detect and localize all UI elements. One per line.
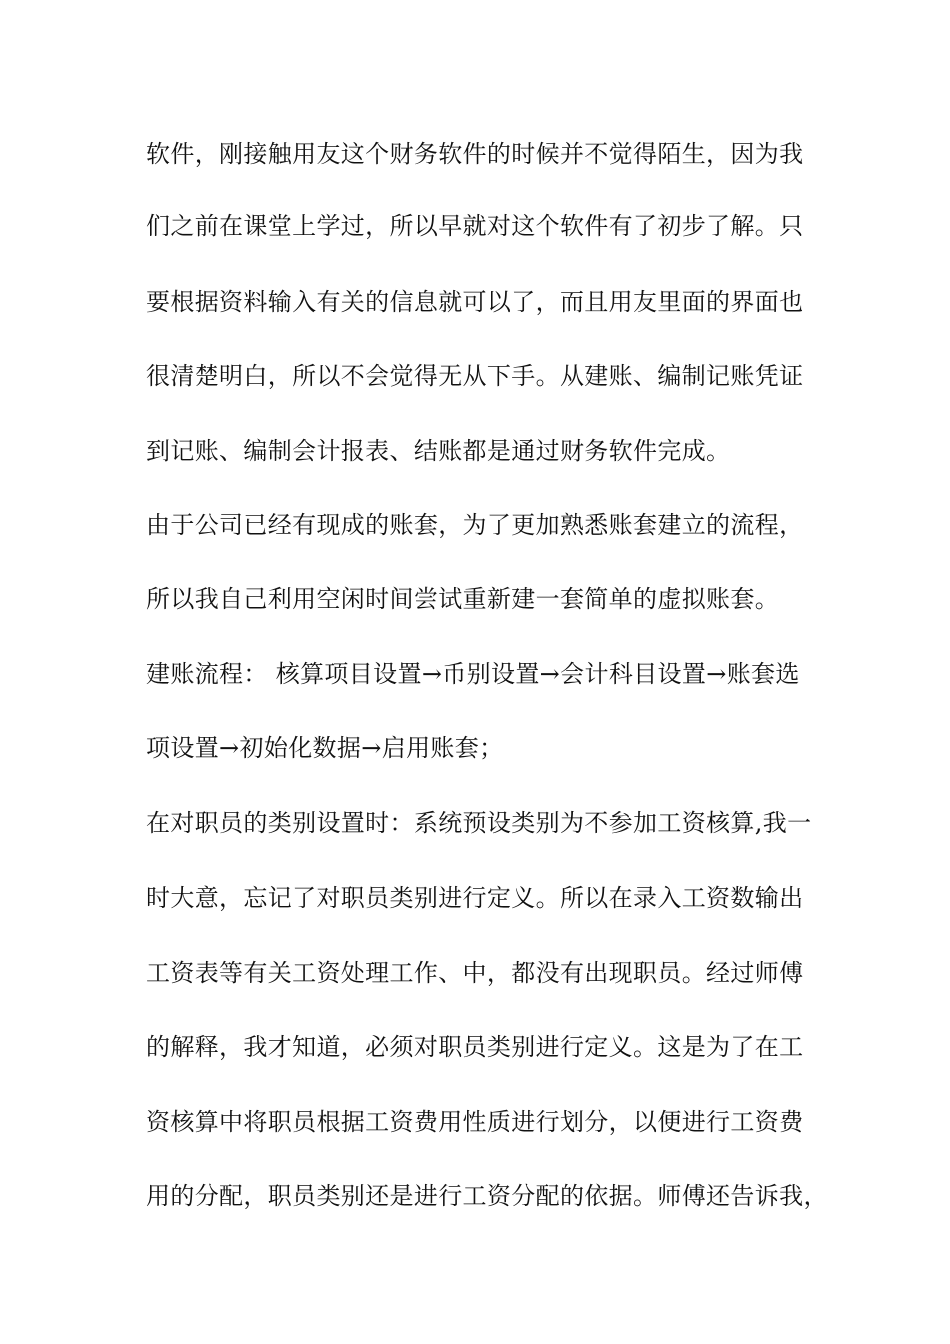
text-line: 要根据资料输入有关的信息就可以了，而且用友里面的界面也 [146,288,804,316]
text-line: 用的分配，职员类别还是进行工资分配的依据。师傅还告诉我， [146,1182,828,1210]
text-line: 所以我自己利用空闲时间尝试重新建一套简单的虚拟账套。 [146,585,780,613]
text-line: 软件，刚接触用友这个财务软件的时候并不觉得陌生，因为我 [146,140,804,168]
text-line: 时大意，忘记了对职员类别进行定义。所以在录入工资数输出 [146,884,804,912]
text-line: 项设置→初始化数据→启用账套； [146,734,504,762]
text-line: 建账流程： 核算项目设置→币别设置→会计科目设置→账套选 [146,660,800,688]
text-line: 们之前在课堂上学过，所以早就对这个软件有了初步了解。只 [146,212,804,240]
text-line: 在对职员的类别设置时：系统预设类别为不参加工资核算,我一 [146,809,812,837]
text-line: 工资表等有关工资处理工作、中，都没有出现职员。经过师傅 [146,959,804,987]
text-line: 资核算中将职员根据工资费用性质进行划分，以便进行工资费 [146,1108,804,1136]
text-line: 由于公司已经有现成的账套，为了更加熟悉账套建立的流程， [146,511,804,539]
text-line: 很清楚明白，所以不会觉得无从下手。从建账、编制记账凭证 [146,362,804,390]
text-line: 的解释，我才知道，必须对职员类别进行定义。这是为了在工 [146,1033,804,1061]
text-line: 到记账、编制会计报表、结账都是通过财务软件完成。 [146,437,731,465]
